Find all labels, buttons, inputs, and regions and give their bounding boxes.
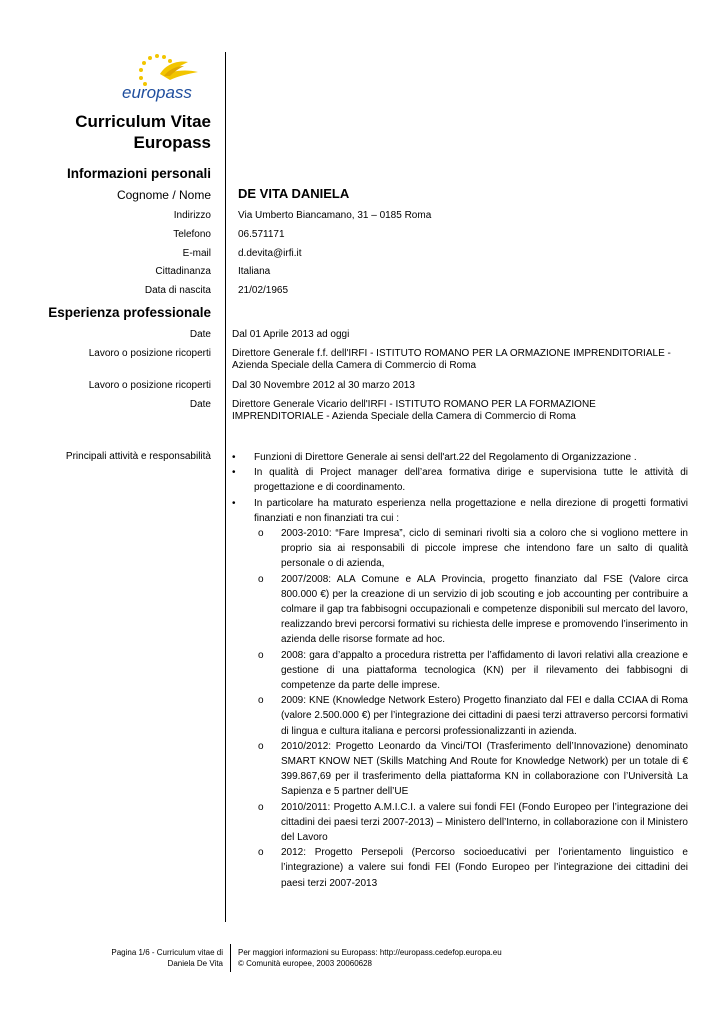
bullet-icon: • — [232, 452, 236, 463]
circle-bullet-icon: o — [258, 740, 264, 752]
list-item: o 2008: gara d’appalto a procedura ristretta per l’affidamento di lavori relativi alla creazione e gestione di una piattaforma tecnologica (KN) per il rilevamento dei fabbisogni di competenze da parte delle imprese. — [258, 649, 688, 692]
footer-page-line1: Pagina 1/6 - Curriculum vitae di — [111, 948, 223, 957]
label-citizenship: Cittadinanza — [155, 266, 211, 277]
position-1-line1: Direttore Generale f.f. dell'IRFI - ISTITUTO ROMANO PER LA ORMAZIONE IMPRENDITORIALE - — [232, 348, 671, 359]
date-2-line1: Direttore Generale Vicario dell'IRFI - ISTITUTO ROMANO PER LA FORMAZIONE — [232, 399, 596, 410]
circle-bullet-icon: o — [258, 573, 264, 585]
list-item: o 2010/2011: Progetto A.M.I.C.I. a valere sui fondi FEI (Fondo Europeo per l’integrazione dei cittadini dei paesi terzi 2007-2013) – Ministero dell’Interno, in collaborazione con il Ministero del Lavoro — [258, 801, 688, 844]
circle-bullet-icon: o — [258, 528, 264, 540]
europass-logo-icon — [120, 52, 220, 102]
value-birthdate: 21/02/1965 — [238, 285, 289, 296]
section-title-experience: Esperienza professionale — [48, 305, 211, 320]
label-name: Cognome / Nome — [116, 188, 211, 202]
position-1-line2: Azienda Speciale della Camera di Commercio di Roma — [232, 360, 476, 371]
value-citizenship: Italiana — [238, 266, 271, 277]
list-item: o 2007/2008: ALA Comune e ALA Provincia, progetto finanziato dal FSE (Valore circa 800.000 €) per la creazione di un servizio di job scouting e job accounting per contribuire a colmare il gap tra fabbisogni occupazionali e competenze disponibili sul mercato del lavoro, realizzando brevi percorsi formativi su richiesta delle imprese e promovendo l’inserimento in azienda delle risorse formate ad hoc. — [258, 573, 688, 646]
label-email: E-mail — [182, 248, 211, 259]
footer-page-line2: Daniela De Vita — [167, 959, 223, 968]
label-activities: Principali attività e responsabilità — [65, 451, 211, 462]
value-date-1: Dal 01 Aprile 2013 ad oggi — [232, 329, 350, 340]
circle-bullet-icon: o — [258, 847, 264, 859]
value-position-2: Dal 30 Novembre 2012 al 30 marzo 2013 — [232, 380, 415, 391]
list-item: o 2010/2012: Progetto Leonardo da Vinci/TOI (Trasferimento dell’Innovazione) denominato SMART KNOW NET (Skills Matching And Route for Knowledge Network) per un totale di € 399.867,69 per il trasferimento della piattaforma KN in collaborazione con l’Università La Sapienza e 5 partner dell’UE — [258, 740, 688, 798]
label-phone: Telefono — [173, 229, 211, 240]
list-item: • Funzioni di Direttore Generale ai sensi dell'art.22 del Regolamento di Organizzazione . — [230, 450, 688, 465]
list-item: o 2012: Progetto Persepoli (Percorso socioeducativi per l’orientamento linguistico e l’integrazione) a valere sui fondi FEI (Fondo Europeo per l’integrazione dei cittadini dei paesi terzi 2007-2013 — [258, 847, 688, 889]
circle-bullet-icon: o — [258, 649, 264, 661]
europass-logo — [120, 52, 220, 102]
label-date-1: Date — [189, 329, 211, 340]
footer-divider — [230, 944, 231, 972]
cv-title — [75, 111, 211, 153]
label-position-2: Lavoro o posizione ricoperti — [88, 380, 211, 391]
footer-europass-info — [238, 947, 502, 969]
bullet-icon: • — [232, 497, 236, 509]
full-name: DE VITA DANIELA — [238, 186, 350, 201]
project-list — [254, 526, 688, 891]
circle-bullet-icon: o — [258, 695, 264, 707]
list-item: • In particolare ha maturato esperienza nella progettazione e nella direzione di progetti formativi finanziati e non finanziati tra cui : o 2003-2010: “Fare Impresa”, ciclo di seminari rivolti sia a coloro che si vogliono mettere in proprio sia ai responsabili di piccole imprese che intendono fare un salto di qualità personale o di azienda, o 2007/2008: ALA Comune e ALA Provincia, progetto finanziato dal FSE (Valore circa 800.000 €) per la creazione di un servizio di job scouting e job accounting per contribuire a colmare il gap tra fabbisogni occupazionali e competenze disponibili sul mercato del lavoro, realizzando brevi percorsi formativi su richiesta delle imprese e promovendo l’inserimento in azienda delle risorse formate ad hoc. o 2008: gara d’appalto a procedura ristretta per l’affidamento di lavori relativi alla creazione e gestione di una piattaforma tecnologica (KN) per il rilevamento dei fabbisogni di competenze da parte delle imprese. o 2009: KNE (Knowledge Network Estero) Progetto finanziato dal FEI e dalla CCIAA di Roma (valore 2.500.000 €) per l’integrazione dei cittadini di paesi terzi attraverso percorsi formativi di lingua e cultura italiana e percorsi professionalizzanti in azienda. o 2010/2012: Progetto Leonardo da Vinci/TOI (Trasferimento dell’Innovazione) denominato SMART KNOW NET (Skills Matching And Route for Knowledge Network) per un totale di € 399.867,69 per il trasferimento della piattaforma KN in collaborazione con l’Università La Sapienza e 5 partner dell’UE o 2010/2011: Progetto A.M.I.C.I. a valere sui fondi FEI (Fondo Europeo per l’integrazione dei cittadini dei paesi terzi 2007-2013) – Ministero dell’Interno, in collaborazione con il Ministero del Lavoro o 2012: Progetto Persepoli (Percorso socioeducativi per l’orientamento linguistico e l’integrazione) a valere sui fondi FEI (Fondo Europeo per l’integrazione dei cittadini dei paesi terzi 2007-2013 — [230, 496, 688, 891]
bullet-icon: • — [232, 467, 236, 479]
label-position-1: Lavoro o posizione ricoperti — [88, 348, 211, 359]
label-date-2: Date — [189, 399, 211, 410]
footer-page-info — [111, 947, 223, 969]
list-item: o 2003-2010: “Fare Impresa”, ciclo di seminari rivolti sia a coloro che si vogliono mettere in proprio sia ai responsabili di piccole imprese che intendono fare un salto di qualità personale o di azienda, — [258, 528, 688, 570]
value-position-1 — [232, 348, 687, 372]
value-email: d.devita@irfi.it — [238, 248, 302, 259]
footer-info-line2: © Comunità europee, 2003 20060628 — [238, 959, 372, 968]
logo-text: europass — [122, 83, 192, 102]
activities-list — [230, 450, 688, 891]
section-title-personal: Informazioni personali — [66, 166, 211, 181]
value-phone: 06.571171 — [238, 229, 285, 240]
list-item: o 2009: KNE (Knowledge Network Estero) Progetto finanziato dal FEI e dalla CCIAA di Roma (valore 2.500.000 €) per l’integrazione dei cittadini di paesi terzi attraverso percorsi formativi di lingua e cultura italiana e percorsi professionalizzanti in azienda. — [258, 695, 688, 737]
cv-title-line1: Curriculum Vitae — [75, 112, 211, 131]
circle-bullet-icon: o — [258, 801, 264, 813]
cv-title-line2: Europass — [133, 133, 211, 152]
footer-info-line1: Per maggiori informazioni su Europass: http://europass.cedefop.europa.eu — [238, 948, 502, 957]
label-birthdate: Data di nascita — [144, 285, 211, 296]
list-item: • In qualità di Project manager dell’area formativa dirige e supervisiona tutte le attività di progettazione e di coordinamento. — [232, 467, 688, 494]
date-2-line2: IMPRENDITORIALE - Azienda Speciale della Camera di Commercio di Roma — [232, 411, 576, 422]
value-address: Via Umberto Biancamano, 31 – 0185 Roma — [238, 210, 432, 221]
label-address: Indirizzo — [173, 210, 211, 221]
column-divider — [225, 52, 226, 922]
value-date-2 — [232, 399, 687, 423]
